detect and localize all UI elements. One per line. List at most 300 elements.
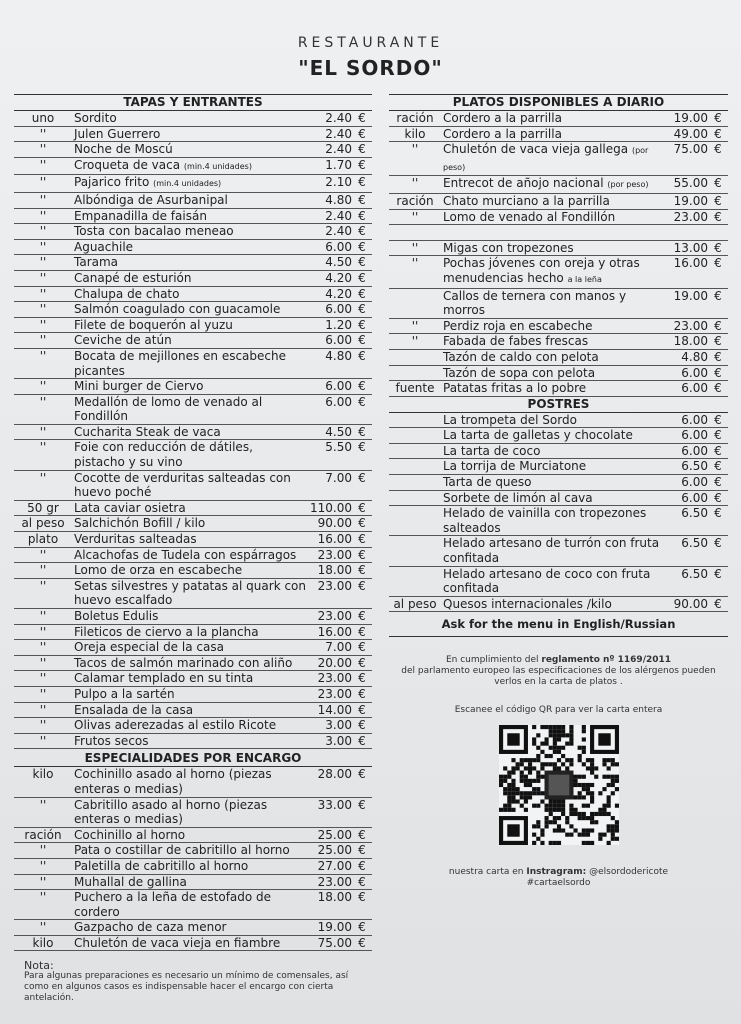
item-name [441, 444, 662, 459]
item-currency: € [358, 379, 366, 394]
item-name [72, 440, 306, 469]
qr-code[interactable] [499, 725, 619, 845]
menu-item [14, 548, 372, 564]
item-name [72, 703, 306, 718]
menu-item [389, 536, 728, 566]
item-unit [389, 289, 441, 318]
item-note: (min.4 unidades) [183, 161, 252, 171]
item-currency: € [714, 412, 722, 427]
item-unit: '' [39, 175, 47, 190]
item-price: 18.00 [673, 334, 708, 349]
item-currency: € [358, 175, 366, 190]
menu-item [14, 142, 372, 158]
item-name-text: Alcachofas de Tudela con espárragos [74, 547, 297, 562]
menu-item [14, 828, 372, 844]
item-name-text: Sordito [74, 111, 117, 125]
item-unit: '' [39, 440, 47, 455]
menu-item [14, 240, 372, 256]
item-name-text: Canapé de esturión [74, 270, 192, 285]
item-unit: '' [411, 334, 419, 349]
item-unit: '' [39, 348, 47, 363]
item-unit [389, 536, 441, 565]
menu-item [14, 890, 372, 920]
item-name-text: Olivas aderezadas al estilo Ricote [74, 718, 277, 733]
item-unit: uno [31, 111, 55, 125]
item-price: 1.70 [325, 157, 352, 172]
item-name-text: Fabada de fabes frescas [443, 334, 589, 349]
menu-item [389, 413, 728, 429]
item-price: 2.40 [325, 208, 352, 223]
item-price: 6.50 [681, 506, 708, 521]
item-price: 28.00 [317, 767, 352, 782]
item-name-text: La torrija de Murciatone [443, 459, 587, 474]
item-unit [389, 491, 441, 506]
item-name [72, 379, 306, 394]
item-name [441, 334, 662, 349]
item-unit: '' [39, 686, 47, 701]
item-currency: € [358, 500, 366, 515]
item-name-text: Medallón de lomo de venado al Fondillón [74, 394, 263, 424]
item-price: 23.00 [317, 686, 352, 701]
menu-item [14, 640, 372, 656]
item-price: 23.00 [317, 547, 352, 562]
menu-item [389, 366, 728, 382]
allergen-notice [389, 655, 728, 688]
item-price: 6.00 [325, 239, 352, 254]
item-name [72, 798, 306, 827]
item-currency: € [358, 890, 366, 905]
item-currency: € [358, 333, 366, 348]
item-price: 4.80 [325, 192, 352, 207]
item-currency: € [714, 459, 722, 474]
item-name-text: Empanadilla de faisán [74, 208, 207, 223]
item-currency: € [358, 858, 366, 873]
menu-item [14, 440, 372, 470]
note-block [24, 960, 370, 1004]
menu-item [389, 111, 728, 127]
item-unit [389, 366, 441, 381]
item-price: 90.00 [317, 516, 352, 531]
item-unit: '' [39, 142, 47, 157]
menu-item [14, 859, 372, 875]
item-price: 7.00 [325, 640, 352, 655]
item-unit: '' [39, 609, 47, 623]
left-column [14, 94, 372, 951]
item-name [441, 127, 662, 142]
item-name [441, 413, 662, 428]
item-unit [389, 459, 441, 474]
item-name [441, 176, 662, 193]
item-currency: € [714, 428, 722, 443]
item-name [441, 210, 662, 225]
item-name-text: Noche de Moscú [74, 142, 173, 157]
menu-item [14, 579, 372, 609]
blank-row [389, 225, 728, 241]
item-unit [389, 428, 441, 443]
item-unit: '' [39, 126, 47, 141]
item-name-text: Aguachile [74, 239, 134, 254]
item-currency: € [358, 797, 366, 812]
item-unit: plato [27, 532, 59, 547]
item-unit [389, 350, 441, 365]
item-unit: '' [39, 797, 47, 812]
item-name-text: Helado artesano de turrón con fruta confitada [443, 536, 660, 566]
item-price: 4.50 [325, 424, 352, 439]
menu-item [14, 516, 372, 532]
item-price: 23.00 [317, 874, 352, 889]
item-name-text: Bocata de mejillones en escabeche picantes [74, 348, 286, 378]
item-price: 16.00 [673, 256, 708, 271]
item-name [441, 194, 662, 209]
postres-list [389, 413, 728, 613]
item-currency: € [714, 111, 722, 125]
item-unit: ración [24, 827, 62, 842]
item-unit: '' [39, 424, 47, 439]
menu-item [14, 532, 372, 548]
item-name [441, 142, 662, 175]
item-price: 3.00 [325, 718, 352, 733]
item-currency: € [714, 318, 722, 333]
menu-item [14, 271, 372, 287]
insta-hashtag: #cartaelsordo [526, 878, 591, 889]
encargo-list [14, 767, 372, 951]
item-unit [389, 475, 441, 490]
item-name [441, 241, 662, 256]
item-name [72, 890, 306, 919]
item-name-text: Cordero a la parrilla [443, 126, 562, 141]
item-currency: € [358, 516, 366, 531]
insta-handle: @elsordodericote [589, 867, 669, 878]
menu-item [389, 506, 728, 536]
menu-item [389, 350, 728, 366]
menu-item [389, 475, 728, 491]
item-currency: € [358, 126, 366, 141]
item-name-text: Frutos secos [74, 733, 149, 748]
item-currency: € [358, 286, 366, 301]
item-currency: € [358, 718, 366, 733]
item-price: 19.00 [673, 193, 708, 208]
item-price: 55.00 [673, 176, 708, 191]
item-price: 75.00 [673, 142, 708, 157]
item-name [441, 597, 662, 612]
section-title-diario: PLATOS DISPONIBLES A DIARIO [389, 95, 728, 111]
item-name-text: Ensalada de la casa [74, 702, 194, 717]
menu-item [389, 381, 728, 397]
item-name [72, 687, 306, 702]
menu-item [14, 425, 372, 441]
menu-item [14, 111, 372, 127]
item-currency: € [358, 424, 366, 439]
item-name [72, 240, 306, 255]
item-unit: '' [411, 209, 419, 224]
item-name-text: Mini burger de Ciervo [74, 379, 204, 394]
item-price: 25.00 [317, 843, 352, 858]
menu-item [14, 379, 372, 395]
item-price: 23.00 [317, 609, 352, 623]
item-name [72, 828, 306, 843]
item-price: 19.00 [673, 111, 708, 125]
menu-item [14, 936, 372, 952]
item-name [441, 350, 662, 365]
menu-item [14, 209, 372, 225]
menu-item [389, 241, 728, 257]
menu-item [389, 597, 728, 613]
item-currency: € [358, 733, 366, 748]
item-name-text: Paletilla de cabritillo al horno [74, 858, 249, 873]
menu-item [14, 158, 372, 176]
menu-item [389, 210, 728, 226]
menu-item [14, 302, 372, 318]
item-name-text: Foie con reducción de dátiles, pistacho y su vino [74, 440, 253, 470]
item-price: 33.00 [317, 797, 352, 812]
item-price: 19.00 [317, 920, 352, 935]
item-currency: € [358, 142, 366, 157]
item-unit: ración [396, 111, 434, 125]
menu-item [14, 501, 372, 517]
item-currency: € [714, 475, 722, 490]
item-currency: € [714, 126, 722, 141]
item-name [72, 193, 306, 208]
item-unit: al peso [393, 596, 437, 611]
item-name [441, 475, 662, 490]
section-title-postres: POSTRES [389, 397, 728, 413]
item-name [441, 428, 662, 443]
item-name-text: Muhallal de gallina [74, 874, 187, 889]
item-name [72, 609, 306, 624]
item-name-text: Helado artesano de coco con fruta confitada [443, 566, 651, 596]
item-price: 6.00 [325, 333, 352, 348]
item-name-text: Perdiz roja en escabeche [443, 318, 593, 333]
item-name-text: Calamar templado en su tinta [74, 671, 254, 686]
item-name-text: La tarta de coco [443, 443, 541, 458]
item-unit: kilo [32, 935, 54, 950]
item-price: 4.20 [325, 286, 352, 301]
item-currency: € [358, 843, 366, 858]
menu-item [14, 767, 372, 797]
item-unit [389, 444, 441, 459]
item-unit: '' [39, 858, 47, 873]
menu-item [389, 319, 728, 335]
restaurant-label: RESTAURANTE [297, 35, 444, 51]
item-currency: € [358, 192, 366, 207]
item-unit: '' [39, 208, 47, 223]
item-name-text: Tarta de queso [443, 475, 532, 490]
menu-item [14, 193, 372, 209]
item-name-text: Tazón de caldo con pelota [443, 349, 599, 364]
item-unit: '' [411, 176, 419, 191]
item-currency: € [358, 470, 366, 485]
insta-pre: nuestra carta en [448, 867, 524, 878]
menu-item [389, 428, 728, 444]
item-name [441, 567, 662, 596]
item-name-text: Ceviche de atún [74, 333, 172, 348]
item-name [72, 318, 306, 333]
item-name-text: Salchichón Bofill / kilo [74, 516, 206, 531]
item-name [72, 671, 306, 686]
item-name [72, 936, 306, 951]
item-price: 16.00 [317, 624, 352, 639]
menu-item [14, 875, 372, 891]
item-name-text: Chuletón de vaca vieja en fiambre [74, 935, 281, 950]
item-name [72, 158, 306, 175]
item-currency: € [358, 874, 366, 889]
item-name [72, 302, 306, 317]
item-name [72, 640, 306, 655]
menu-item [14, 687, 372, 703]
item-currency: € [714, 349, 722, 364]
item-name-text: La tarta de galletas y chocolate [443, 428, 633, 443]
item-currency: € [358, 394, 366, 409]
item-price: 2.10 [325, 175, 352, 190]
item-name-text: Callos de ternera con manos y morros [443, 288, 627, 318]
menu-item [14, 718, 372, 734]
item-name-text: Lata caviar osietra [74, 500, 186, 515]
item-name [72, 349, 306, 378]
note-title: Nota: [24, 959, 54, 972]
legal-pre: En cumplimiento del [445, 655, 539, 666]
item-price: 4.80 [325, 348, 352, 363]
item-unit: '' [39, 718, 47, 733]
item-name-text: Lomo de orza en escabeche [74, 563, 243, 578]
item-unit: '' [411, 318, 419, 333]
item-price: 4.50 [325, 255, 352, 270]
menu-item [14, 609, 372, 625]
item-unit: ración [396, 193, 434, 208]
item-currency: € [358, 655, 366, 670]
item-note: (min.4 unidades) [153, 179, 222, 189]
menu-item [389, 289, 728, 319]
item-currency: € [358, 767, 366, 782]
item-name [441, 366, 662, 381]
menu-item [14, 224, 372, 240]
item-price: 19.00 [673, 288, 708, 303]
menu-item [389, 176, 728, 194]
item-currency: € [714, 288, 722, 303]
item-price: 6.00 [681, 428, 708, 443]
item-currency: € [714, 536, 722, 551]
item-price: 16.00 [317, 532, 352, 547]
note-text: Para algunas preparaciones es necesario un mínimo de comensales, así como en algunos casos es indispensable hacer el encargo con cierta antelación. [24, 971, 349, 1003]
item-price: 23.00 [317, 578, 352, 593]
item-name [441, 319, 662, 334]
item-name-text: Cochinillo al horno [74, 827, 186, 842]
item-name [72, 718, 306, 733]
item-name-text: Chalupa de chato [74, 286, 180, 301]
item-currency: € [358, 255, 366, 270]
menu-item [14, 798, 372, 828]
item-name-text: Tazón de sopa con pelota [443, 365, 596, 380]
item-currency: € [358, 578, 366, 593]
menu-item [14, 255, 372, 271]
item-unit: '' [39, 890, 47, 905]
item-currency: € [358, 532, 366, 547]
item-currency: € [358, 348, 366, 363]
item-unit: 50 gr [27, 500, 59, 515]
item-name [441, 506, 662, 535]
item-name-text: Patatas fritas a lo pobre [443, 381, 587, 396]
item-name [72, 395, 306, 424]
item-unit: '' [39, 224, 47, 239]
item-name [72, 579, 306, 608]
item-currency: € [358, 935, 366, 950]
item-unit: al peso [21, 516, 65, 531]
menu-item [14, 703, 372, 719]
item-price: 1.20 [325, 317, 352, 332]
item-currency: € [714, 142, 722, 157]
menu-item [389, 567, 728, 597]
item-name-text: Tarama [74, 255, 119, 270]
insta-label: Instragram: [526, 867, 587, 878]
item-name [72, 516, 306, 531]
item-name [72, 111, 306, 126]
item-currency: € [358, 270, 366, 285]
menu-item [389, 491, 728, 507]
item-name-text: Cocotte de verduritas salteadas con huevo poché [74, 470, 291, 500]
menu-item [14, 287, 372, 303]
item-price: 23.00 [317, 671, 352, 686]
item-price: 18.00 [317, 563, 352, 578]
item-unit: '' [39, 333, 47, 348]
item-name-text: Salmón coagulado con guacamole [74, 302, 281, 317]
item-price: 23.00 [673, 318, 708, 333]
item-name-text: Gazpacho de caza menor [74, 920, 227, 935]
menu-item [389, 256, 728, 288]
item-currency: € [358, 157, 366, 172]
item-name-text: Setas silvestres y patatas al quark con huevo escalfado [74, 578, 306, 608]
item-unit: '' [39, 671, 47, 686]
item-currency: € [714, 176, 722, 191]
legal-regulation: reglamento nº 1169/2011 [541, 655, 672, 666]
item-unit: '' [39, 578, 47, 593]
item-name [441, 289, 662, 318]
menu-item [14, 349, 372, 379]
item-price: 5.50 [325, 440, 352, 455]
item-unit: kilo [404, 126, 426, 141]
item-unit: '' [411, 256, 419, 271]
item-name-text: Sorbete de limón al cava [443, 490, 593, 505]
item-name [72, 875, 306, 890]
item-note: (por peso) [607, 180, 649, 190]
menu-item [14, 656, 372, 672]
item-price: 6.50 [681, 536, 708, 551]
item-currency: € [358, 111, 366, 125]
item-name [72, 333, 306, 348]
menu-item [389, 444, 728, 460]
item-unit: '' [39, 239, 47, 254]
item-price: 75.00 [317, 935, 352, 950]
item-price: 4.20 [325, 270, 352, 285]
item-currency: € [358, 640, 366, 655]
item-currency: € [714, 193, 722, 208]
item-name [72, 209, 306, 224]
item-unit: '' [39, 624, 47, 639]
item-unit: '' [39, 843, 47, 858]
right-column [389, 94, 728, 889]
item-price: 20.00 [317, 655, 352, 670]
item-name [72, 142, 306, 157]
item-price: 6.00 [681, 365, 708, 380]
item-name [441, 536, 662, 565]
item-currency: € [714, 443, 722, 458]
item-currency: € [358, 440, 366, 455]
item-name-text: Verduritas salteadas [74, 532, 197, 547]
item-name-text: Albóndiga de Asurbanipal [74, 192, 228, 207]
item-currency: € [358, 686, 366, 701]
item-currency: € [714, 240, 722, 255]
item-currency: € [358, 224, 366, 239]
item-price: 6.50 [681, 459, 708, 474]
menu-item [389, 142, 728, 176]
